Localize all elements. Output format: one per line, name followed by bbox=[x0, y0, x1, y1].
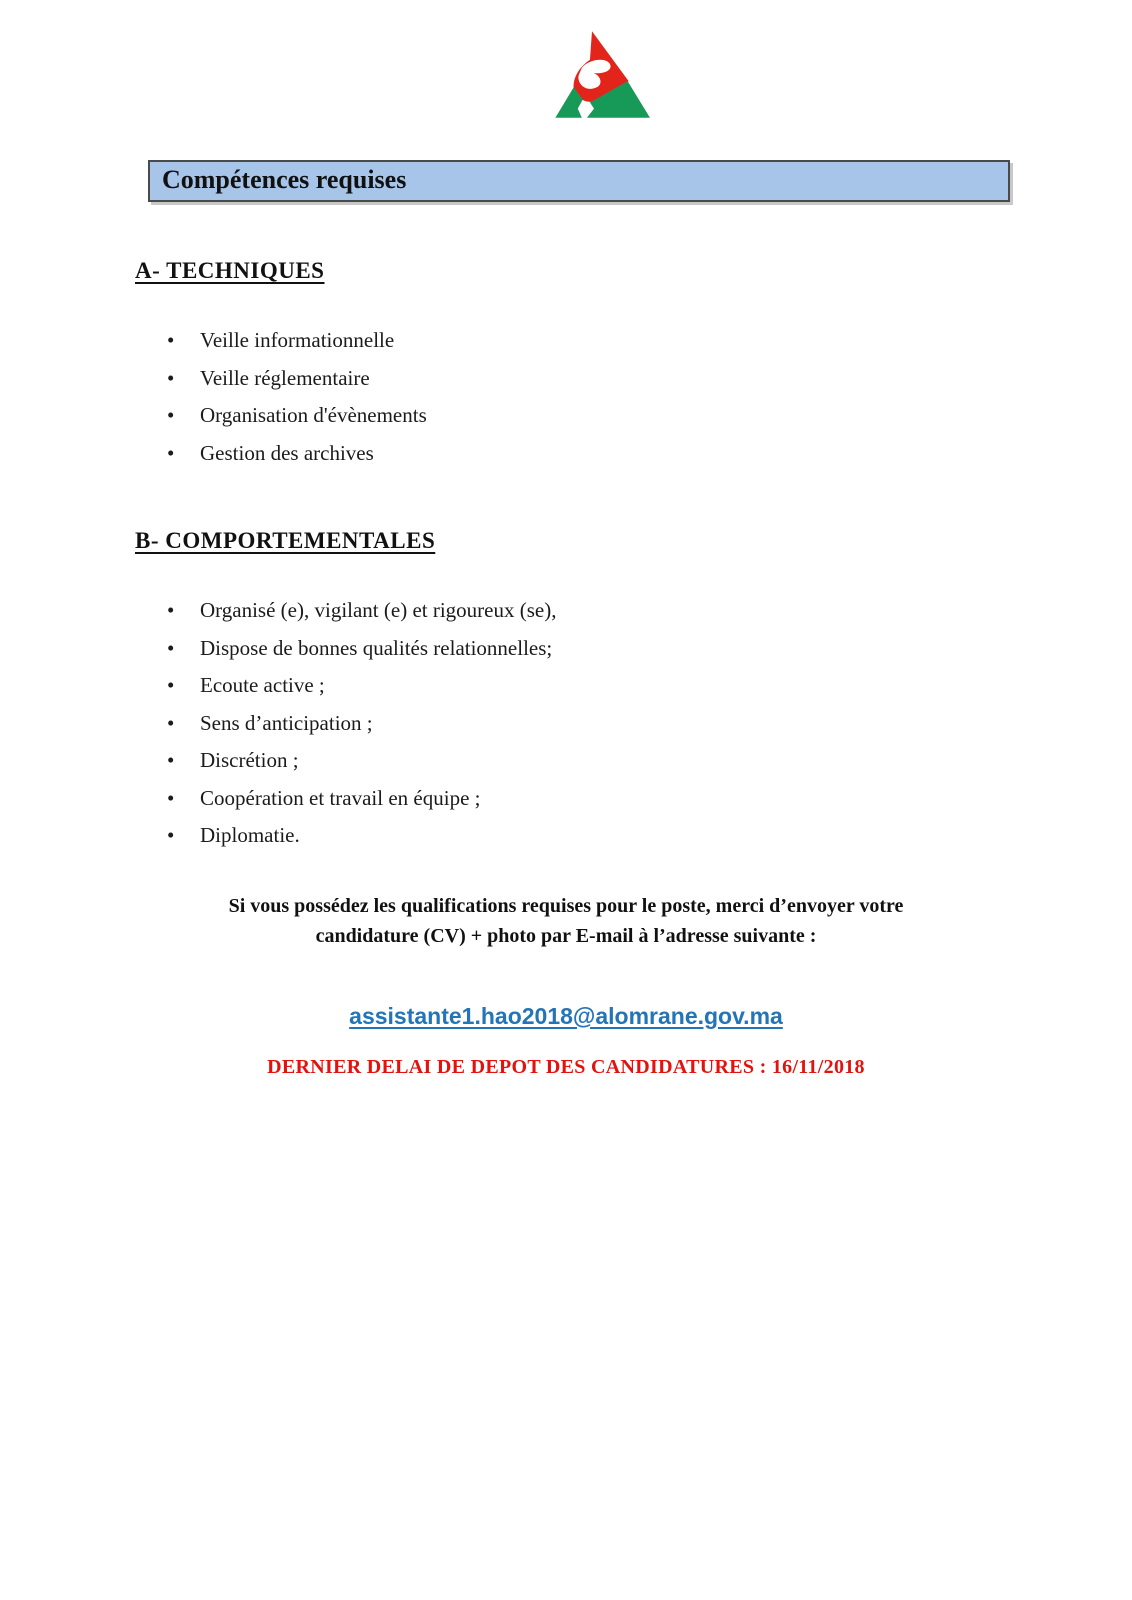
section-a-heading: A- TECHNIQUES bbox=[135, 258, 325, 283]
instructions-line-2: candidature (CV) + photo par E-mail à l’adresse suivante : bbox=[315, 924, 817, 947]
instructions-line-1: Si vous possédez les qualifications requises pour le poste, merci d’envoyer votre bbox=[228, 894, 904, 917]
list-item: • Organisation d'évènements bbox=[167, 397, 1132, 435]
deadline-text: DERNIER DELAI DE DEPOT DES CANDIDATURES : 16/11/2018 bbox=[267, 1055, 865, 1078]
list-item: • Diplomatie. bbox=[167, 817, 1132, 855]
al-omrane-logo bbox=[533, 28, 651, 120]
al-omrane-logo-icon bbox=[533, 28, 651, 120]
list-item: • Veille réglementaire bbox=[167, 360, 1132, 398]
section-title-bar bbox=[148, 160, 1010, 202]
page-title: Compétences requises bbox=[162, 165, 407, 194]
list-item: • Veille informationnelle bbox=[167, 322, 1132, 360]
email-link[interactable]: assistante1.hao2018@alomrane.gov.ma bbox=[349, 1002, 783, 1029]
list-item: • Gestion des archives bbox=[167, 435, 1132, 473]
technical-skills-list bbox=[0, 322, 1132, 472]
list-item: • Coopération et travail en équipe ; bbox=[167, 780, 1132, 818]
email-row bbox=[0, 1003, 1132, 1030]
list-item: • Organisé (e), vigilant (e) et rigoureux (se), bbox=[167, 592, 1132, 630]
list-item: • Sens d’anticipation ; bbox=[167, 705, 1132, 743]
list-item: • Discrétion ; bbox=[167, 742, 1132, 780]
behavioral-skills-list bbox=[0, 592, 1132, 855]
list-item: • Dispose de bonnes qualités relationnelles; bbox=[167, 630, 1132, 668]
section-b-heading: B- COMPORTEMENTALES bbox=[135, 528, 436, 553]
application-instructions bbox=[40, 891, 1092, 951]
list-item: • Ecoute active ; bbox=[167, 667, 1132, 705]
